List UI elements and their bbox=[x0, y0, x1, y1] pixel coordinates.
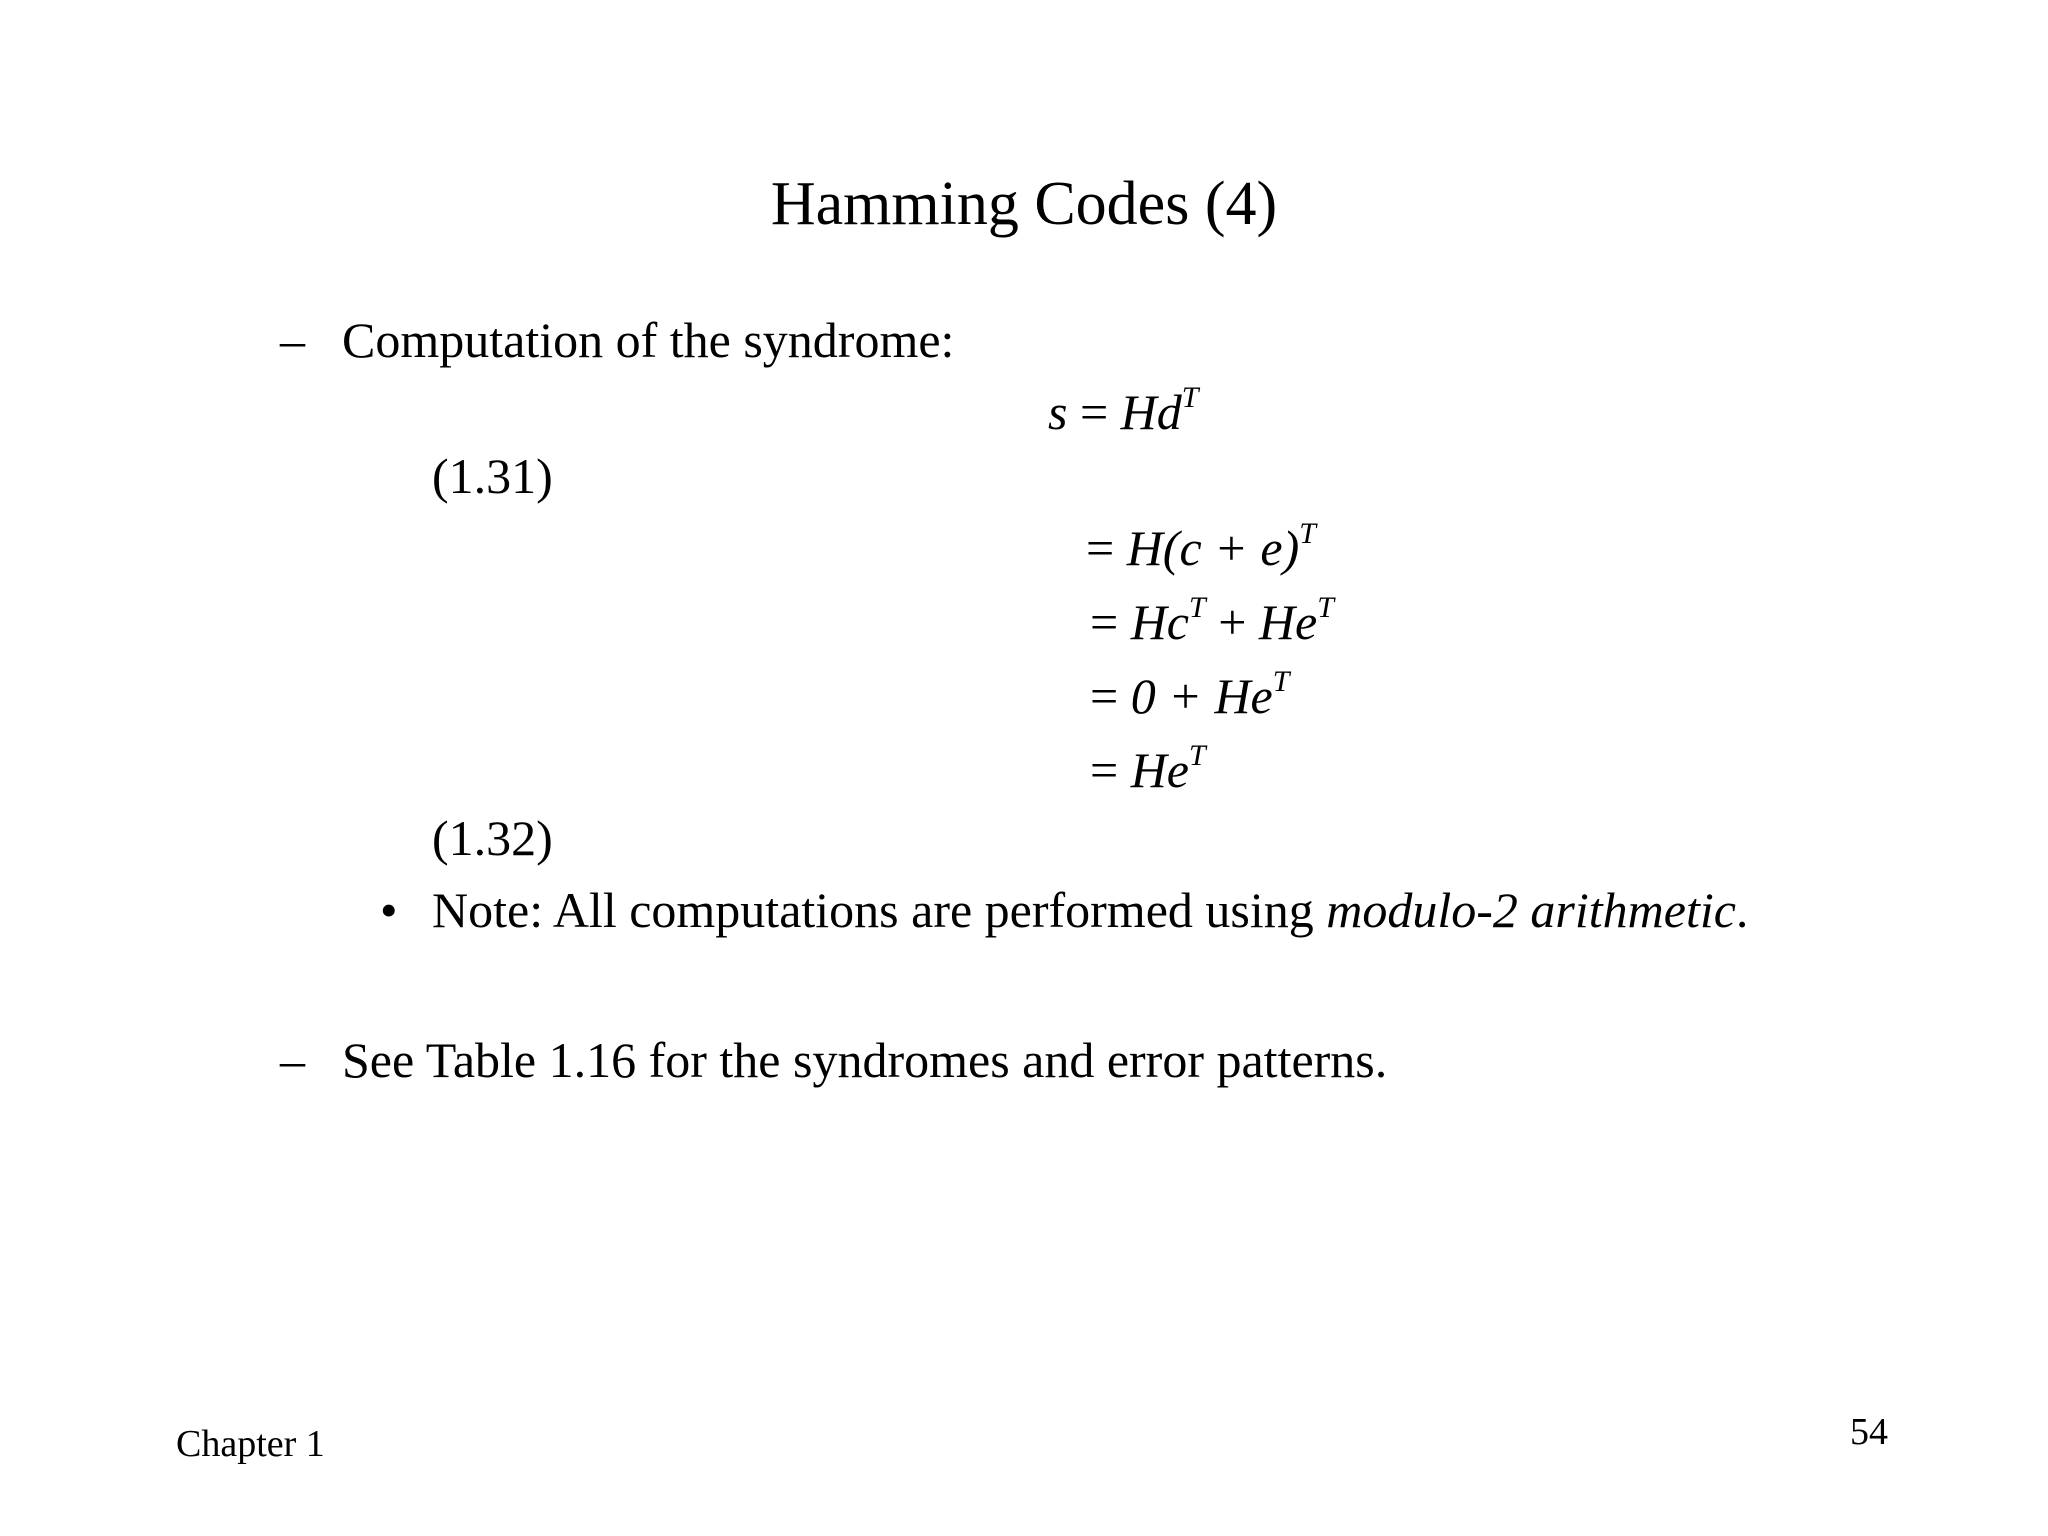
eq-superscript: T bbox=[1272, 665, 1290, 698]
eq-rel: = bbox=[1090, 594, 1131, 650]
note-emphasis: modulo-2 arithmetic bbox=[1326, 882, 1736, 938]
eq-part1: He bbox=[1130, 742, 1190, 798]
bullet-computation-syndrome: Computation of the syndrome: bbox=[342, 312, 955, 368]
eq-body: Hd bbox=[1120, 384, 1182, 440]
dash-marker: – bbox=[280, 312, 305, 368]
eq-superscript: T bbox=[1317, 591, 1334, 624]
bullet-see-table: See Table 1.16 for the syndromes and error patterns. bbox=[342, 1032, 1388, 1088]
eq-part2: He bbox=[1258, 594, 1318, 650]
equation-step-3 bbox=[1090, 592, 1334, 652]
slide-title: Hamming Codes (4) bbox=[770, 170, 1278, 238]
equation-step-4 bbox=[1090, 666, 1289, 726]
eq-lhs: s bbox=[1048, 384, 1068, 440]
equation-step-2 bbox=[1086, 518, 1316, 578]
bullet-dot-marker: • bbox=[380, 882, 398, 938]
equation-syndrome-definition bbox=[1048, 382, 1198, 442]
eq-plus: + bbox=[1205, 594, 1259, 650]
footer-chapter: Chapter 1 bbox=[176, 1423, 325, 1465]
eq-body: H(c + e) bbox=[1126, 520, 1300, 576]
note-modulo-2 bbox=[432, 880, 1748, 940]
equation-number-1-31: (1.31) bbox=[432, 448, 553, 504]
eq-part1: 0 + He bbox=[1130, 668, 1273, 724]
eq-superscript: T bbox=[1189, 739, 1206, 772]
dash-marker: – bbox=[280, 1032, 305, 1088]
eq-rel: = bbox=[1086, 520, 1127, 576]
eq-superscript: T bbox=[1181, 381, 1199, 414]
note-prefix: Note: All computations are performed using bbox=[432, 882, 1327, 938]
eq-rel: = bbox=[1090, 668, 1131, 724]
eq-part1: Hc bbox=[1130, 594, 1190, 650]
equation-number-1-32: (1.32) bbox=[432, 810, 553, 866]
footer-page-number: 54 bbox=[1850, 1411, 1888, 1453]
eq-rel: = bbox=[1067, 384, 1121, 440]
note-suffix: . bbox=[1735, 882, 1749, 938]
eq-superscript: T bbox=[1189, 591, 1206, 624]
equation-step-5 bbox=[1090, 740, 1206, 800]
eq-rel: = bbox=[1090, 742, 1131, 798]
eq-superscript: T bbox=[1299, 517, 1316, 550]
